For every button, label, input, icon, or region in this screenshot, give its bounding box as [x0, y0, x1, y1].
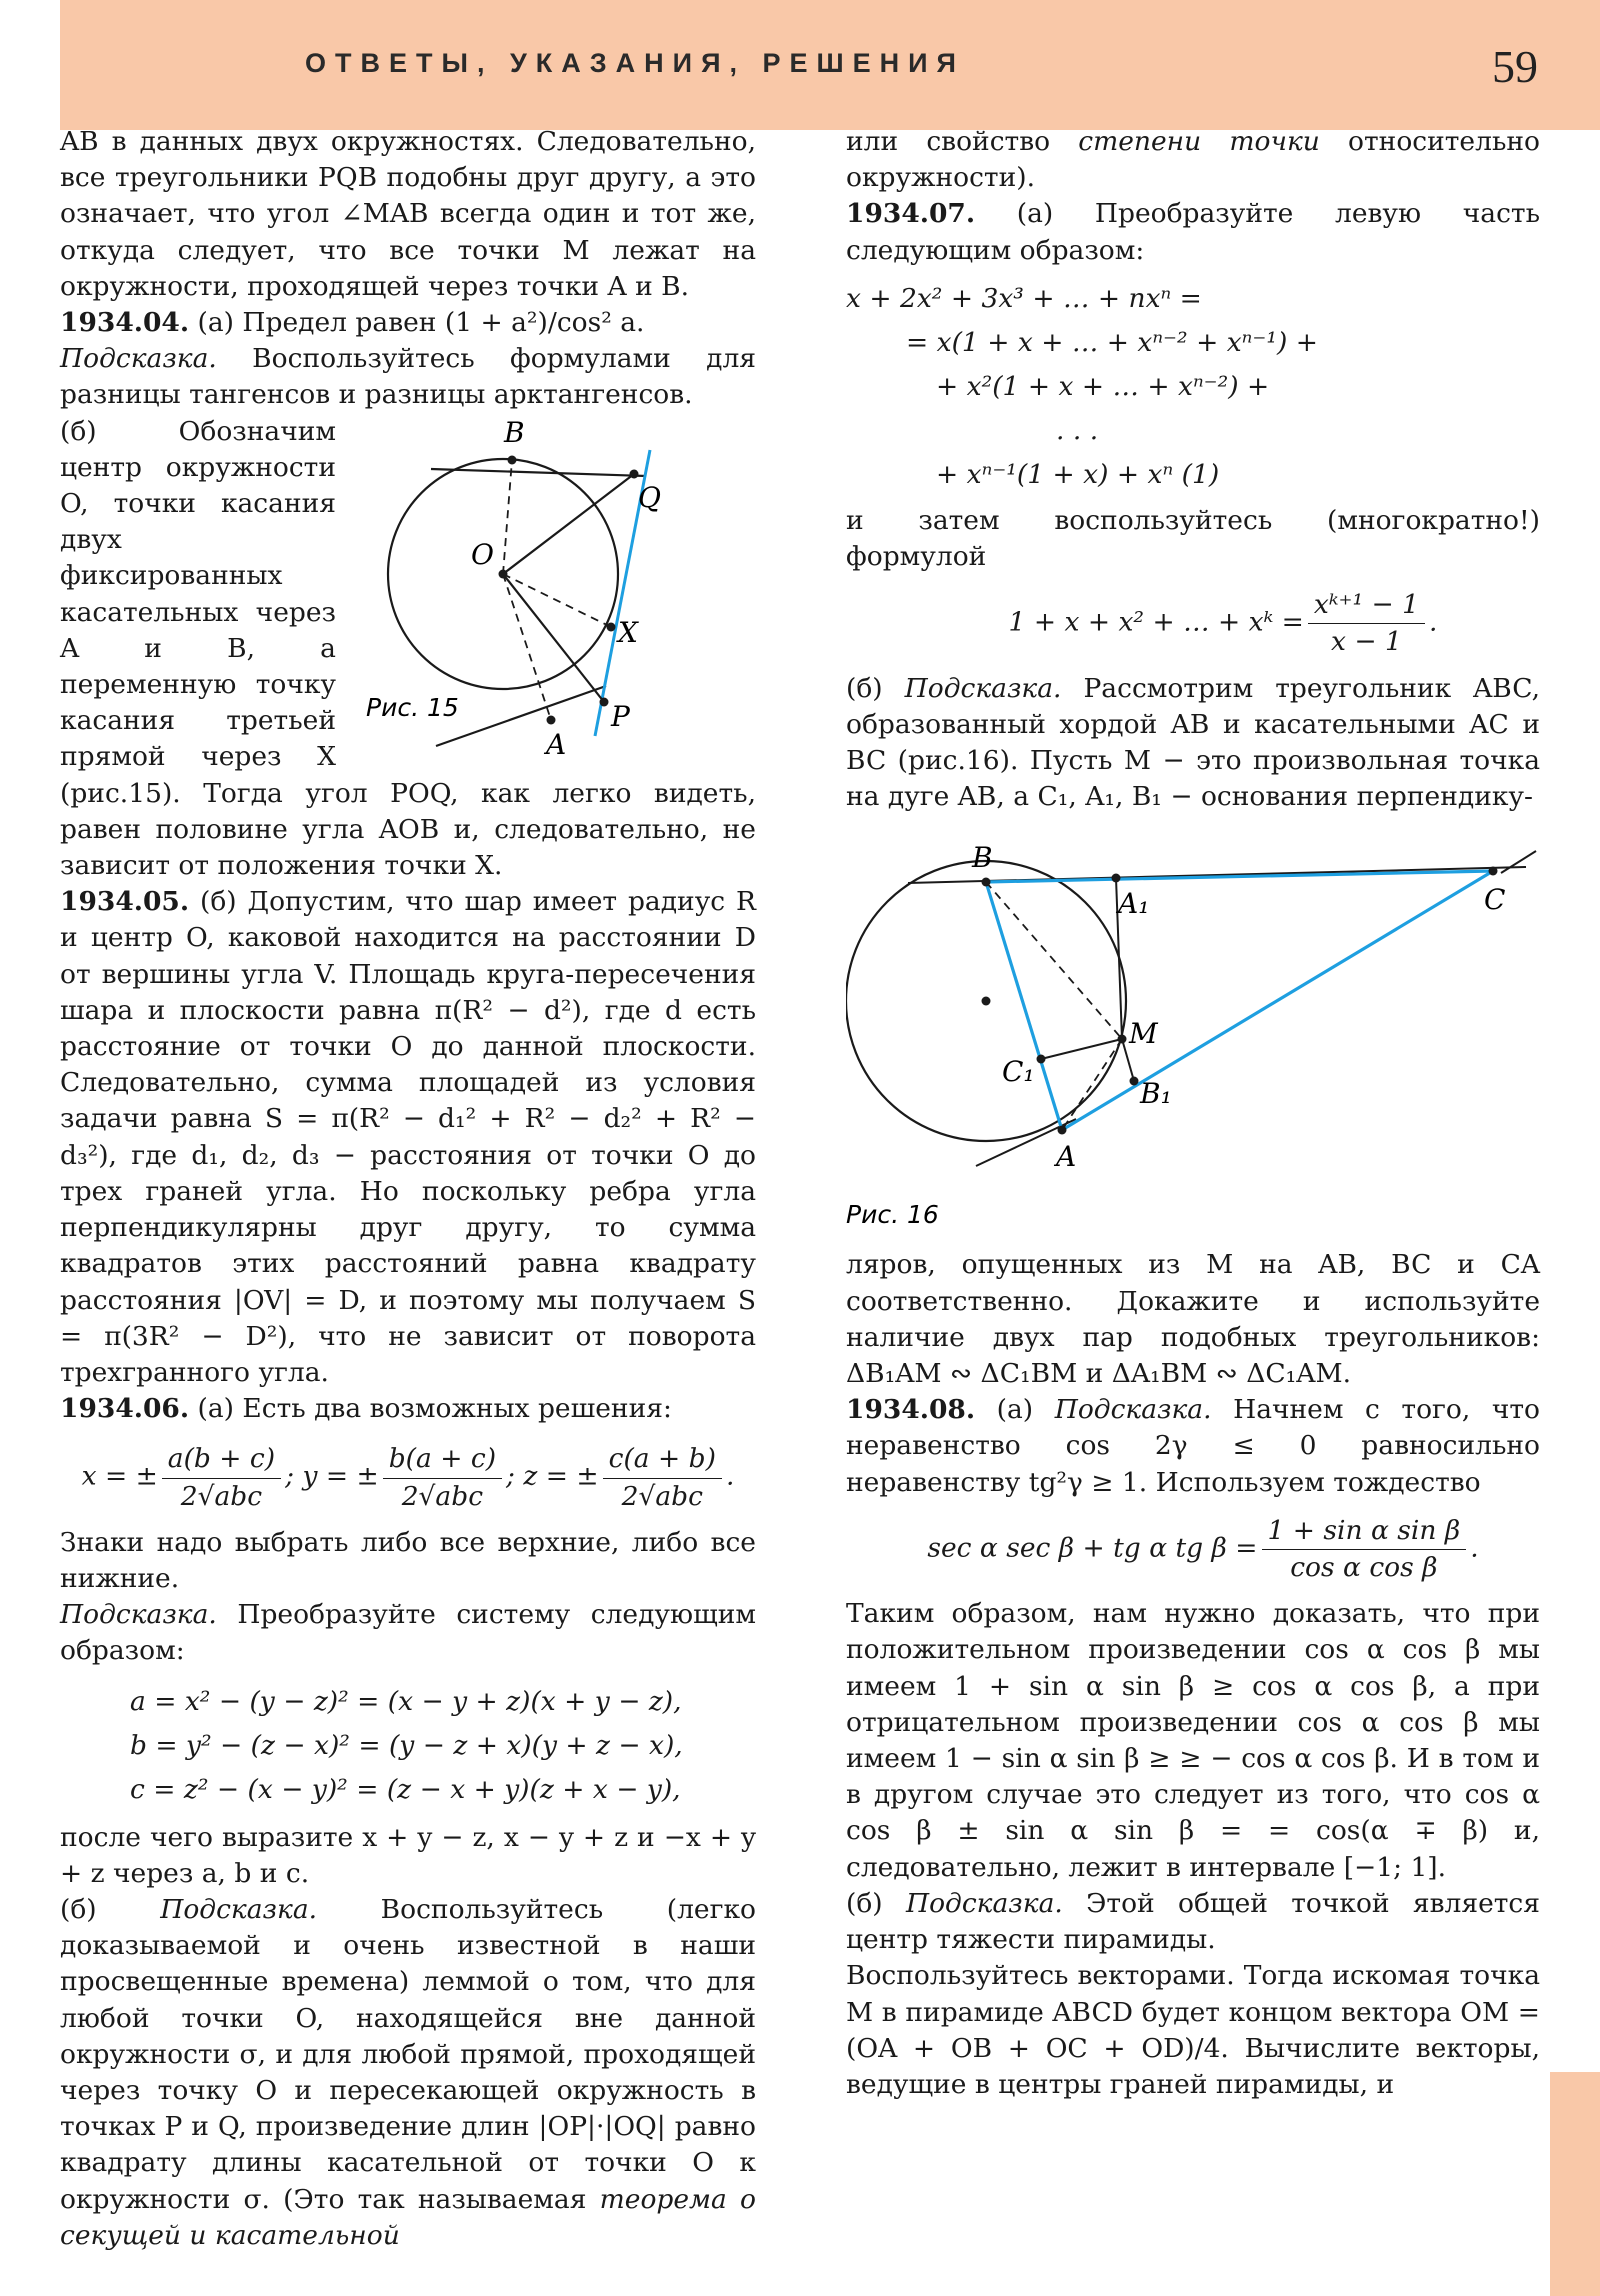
part-label: (б) [60, 1893, 161, 1925]
part-label: (а) [975, 1394, 1055, 1426]
hint-label: Подсказка. [160, 1893, 318, 1925]
frac-x-num: a(b + c) [162, 1441, 281, 1478]
hint-text: Воспользуйтесь формулами для разницы тангенсов и разницы арктангенсов. [60, 343, 756, 411]
sum-line-1: x + 2x² + 3x³ + … + nxⁿ = [846, 282, 1202, 314]
text: относительно окружности). [846, 126, 1540, 194]
hint-paragraph [846, 1886, 1540, 1958]
problem-1934-04 [60, 305, 756, 341]
frac-y-den: 2√abc [401, 1480, 484, 1512]
frac-z-num: c(a + b) [603, 1441, 722, 1478]
hint-label: Подсказка. [905, 1887, 1063, 1919]
system-line-2: b = y² − (z − x)² = (y − z + x)(y + z − x), [130, 1729, 683, 1761]
theorem-name: теорема о секущей и касательной [60, 2183, 756, 2251]
eq-geom-lhs: 1 + x + x² + … + xᵏ = [1008, 606, 1304, 638]
frac-geom-den: x − 1 [1331, 626, 1402, 658]
fig15-caption: Рис. 15 [366, 692, 459, 722]
side-tab [1550, 2072, 1600, 2296]
sum-line-2: = x(1 + x + … + xⁿ⁻² + xⁿ⁻¹) + [906, 326, 1318, 358]
sum-line-4: . . . [1056, 414, 1099, 446]
fig16-label-B: B [972, 841, 993, 875]
problem-1934-07 [846, 196, 1540, 268]
problem-text: (а) Есть два возможных решения: [189, 1393, 672, 1425]
fig15-label-A: A [546, 727, 567, 761]
eq-geom-end: . [1429, 606, 1438, 638]
problem-label: 1934.08. [846, 1394, 976, 1426]
problem-label: 1934.07. [846, 198, 976, 230]
fig16-label-C1: C₁ [1002, 1055, 1035, 1089]
equation-sum [846, 277, 1540, 497]
equation-solutions [60, 1441, 756, 1514]
paragraph: Знаки надо выбрать либо все верхние, либо все нижние. [60, 1526, 756, 1594]
paragraph-with-figure-15 [60, 414, 756, 885]
paragraph [846, 124, 1540, 196]
fig16-label-C: C [1484, 883, 1506, 917]
fig15-label-B: B [504, 415, 525, 449]
fraction-sec [1262, 1513, 1467, 1586]
hint-label: Подсказка. [904, 672, 1062, 704]
fraction-x [162, 1441, 281, 1514]
frac-z-den: 2√abc [621, 1480, 703, 1512]
equation-system [130, 1680, 756, 1812]
hint-label: Подсказка. [60, 343, 217, 375]
page-number: 59 [1492, 41, 1538, 92]
fig16-label-A: A [1056, 1140, 1077, 1174]
paragraph: и затем воспользуйтесь (многократно!) формулой [846, 504, 1540, 573]
eq-x-lhs: x = ± [81, 1461, 158, 1493]
problem-1934-08 [846, 1392, 1540, 1501]
fig15-label-Q: Q [638, 480, 661, 514]
fig16-label-A1: A₁ [1118, 887, 1150, 921]
paragraph: AB в данных двух окружностях. Следовательно, все треугольники PQB подобны друг другу, а это означает, что угол ∠MAB всегда один и тот же, откуда следует, что все точки M лежат на окружности, проходящей через точки A и B. [60, 126, 756, 302]
italic-term: степени точки [1078, 126, 1320, 157]
hint-paragraph [60, 1597, 756, 1669]
paragraph-text: (б) Обозначим центр окружности O, точки касания двух фиксированных касательных через A и B, а переменную точку касания третьей прямой через X (рис.15). Тогда угол POQ, как легко видеть, равен половине угла AOB и, следовательно, не зависит от положения точки X. [60, 415, 756, 882]
equation-geometric [906, 587, 1540, 660]
eq-sec-end: . [1470, 1532, 1479, 1564]
running-title: ОТВЕТЫ, УКАЗАНИЯ, РЕШЕНИЯ [305, 48, 965, 78]
hint-paragraph [60, 1892, 756, 2254]
problem-text: (а) Предел равен (1 + a²)/cos² a. [189, 307, 645, 339]
eq-sec-lhs: sec α sec β + tg α tg β = [927, 1532, 1258, 1564]
sum-line-3: + x²(1 + x + … + xⁿ⁻²) + [936, 370, 1270, 402]
problem-1934-06 [60, 1391, 756, 1427]
fig15-label-X: X [618, 615, 638, 649]
hint-text: Этой общей точкой является центр тяжести пирамиды. [846, 1887, 1540, 1956]
fig16-caption: Рис. 16 [846, 1200, 939, 1230]
part-label: (б) [846, 1887, 906, 1919]
figure-15 [346, 414, 756, 770]
eq-end: . [725, 1461, 735, 1493]
eq-z-lhs: ; z = ± [506, 1461, 599, 1493]
equation-sec [866, 1513, 1540, 1586]
eq-y-lhs: ; y = ± [285, 1461, 379, 1493]
system-line-1: a = x² − (y − z)² = (x − y + z)(x + y − z), [130, 1685, 682, 1717]
frac-y-num: b(a + c) [383, 1441, 502, 1478]
fig16-label-B1: B₁ [1140, 1077, 1172, 1111]
fig15-label-O: O [471, 537, 494, 571]
problem-text: (а) Преобразуйте левую часть следующим образом: [846, 198, 1540, 266]
frac-x-den: 2√abc [180, 1480, 263, 1512]
problem-label: 1934.05. [60, 886, 190, 918]
system-line-3: c = z² − (x − y)² = (z − x + y)(z + x − y), [130, 1773, 681, 1805]
fig15-label-P: P [611, 699, 630, 733]
hint-text: Преобразуйте систему следующим образом: [60, 1599, 756, 1667]
paragraph: после чего выразите x + y − z, x − y + z и −x + y + z через a, b и c. [60, 1821, 756, 1889]
fraction-geom [1308, 587, 1425, 660]
hint-text: Рассмотрим треугольник ABC, образованный хордой AB и касательными AC и BC (рис.16). Пусть M − это произвольная точка на дуге AB, а C₁, A₁, B₁ − основания перпендику- [846, 672, 1540, 813]
figure-16-drawing [846, 821, 1540, 1241]
problem-label: 1934.06. [60, 1393, 190, 1425]
text: или свойство [846, 126, 1079, 157]
fig16-label-M: M [1129, 1017, 1158, 1051]
problem-1934-05 [60, 884, 756, 1391]
frac-sec-den: cos α cos β [1290, 1552, 1438, 1584]
hint-label: Подсказка. [60, 1599, 217, 1631]
left-column [60, 124, 756, 2254]
frac-sec-num: 1 + sin α sin β [1262, 1513, 1467, 1550]
sum-line-5: + xⁿ⁻¹(1 + x) + xⁿ (1) [936, 458, 1220, 490]
part-label: (б) [846, 672, 905, 704]
figure-15-drawing [346, 414, 756, 770]
problem-label: 1934.04. [60, 307, 190, 339]
figure-16 [846, 821, 1540, 1241]
hint-paragraph [846, 671, 1540, 816]
paragraph: ляров, опущенных из M на AB, BC и CA соответственно. Докажите и используйте наличие двух пар подобных треугольников: ΔB₁AM ∾ ΔC₁BM и ΔA₁BM ∾ ΔC₁AM. [846, 1249, 1540, 1390]
problem-text: (б) Допустим, что шар имеет радиус R и центр O, каковой находится на расстоянии D от вершины угла V. Площадь круга-пересечения шара и плоскости равна π(R² − d²), где d есть расстояние от точки O до данной плоскости. Следовательно, сумма площадей из условия задачи равна S = π(R² − d₁² + R² − d₂² + R² − d₃²), где d₁, d₂, d₃ − расстояния от точки O до трех граней угла. Но поскольку ребра угла перпендикулярны друг другу, то сумма квадратов этих расстояний равна квадрату расстояния |OV| = D, и поэтому мы получаем S = π(3R² − D²), что не зависит от поворота трехгранного угла. [60, 886, 756, 1388]
paragraph: Таким образом, нам нужно доказать, что при положительном произведении cos α cos β мы имеем 1 + sin α sin β ≥ cos α cos β, а при отрицательном произведении cos α cos β мы имеем 1 − sin α sin β ≥ ≥ − cos α cos β. И в том и в другом случае это следует из того, что cos α cos β ± sin α sin β = = cos(α ∓ β) и, следовательно, лежит в интервале [−1; 1]. [846, 1598, 1540, 1883]
right-column [846, 124, 1540, 2103]
hint-paragraph [60, 341, 756, 413]
fraction-z [603, 1441, 722, 1514]
fraction-y [383, 1441, 502, 1514]
paragraph: Воспользуйтесь векторами. Тогда искомая точка M в пирамиде ABCD будет концом вектора OM = (OA + OB + OC + OD)/4. Вычислите векторы, ведущие в центры граней пирамиды, и [846, 1960, 1540, 2100]
hint-label: Подсказка. [1054, 1394, 1212, 1426]
frac-geom-num: xᵏ⁺¹ − 1 [1308, 587, 1425, 624]
problem-text: Начнем с того, что неравенство cos 2γ ≤ 0 равносильно неравенству tg²γ ≥ 1. Используем тождество [846, 1394, 1541, 1498]
page-header [60, 0, 1600, 130]
hint-text: Воспользуйтесь (легко доказываемой и очень известной в наши просвещенные времена) леммой о том, что для любой точки O, находящейся вне данной окружности σ, и для любой прямой, проходящей через точку O и пересекающей окружность в точках P и Q, произведение длин |OP|·|OQ| равно квадрату длины касательной от точки O к окружности σ. (Это так называемая [60, 1893, 756, 2215]
